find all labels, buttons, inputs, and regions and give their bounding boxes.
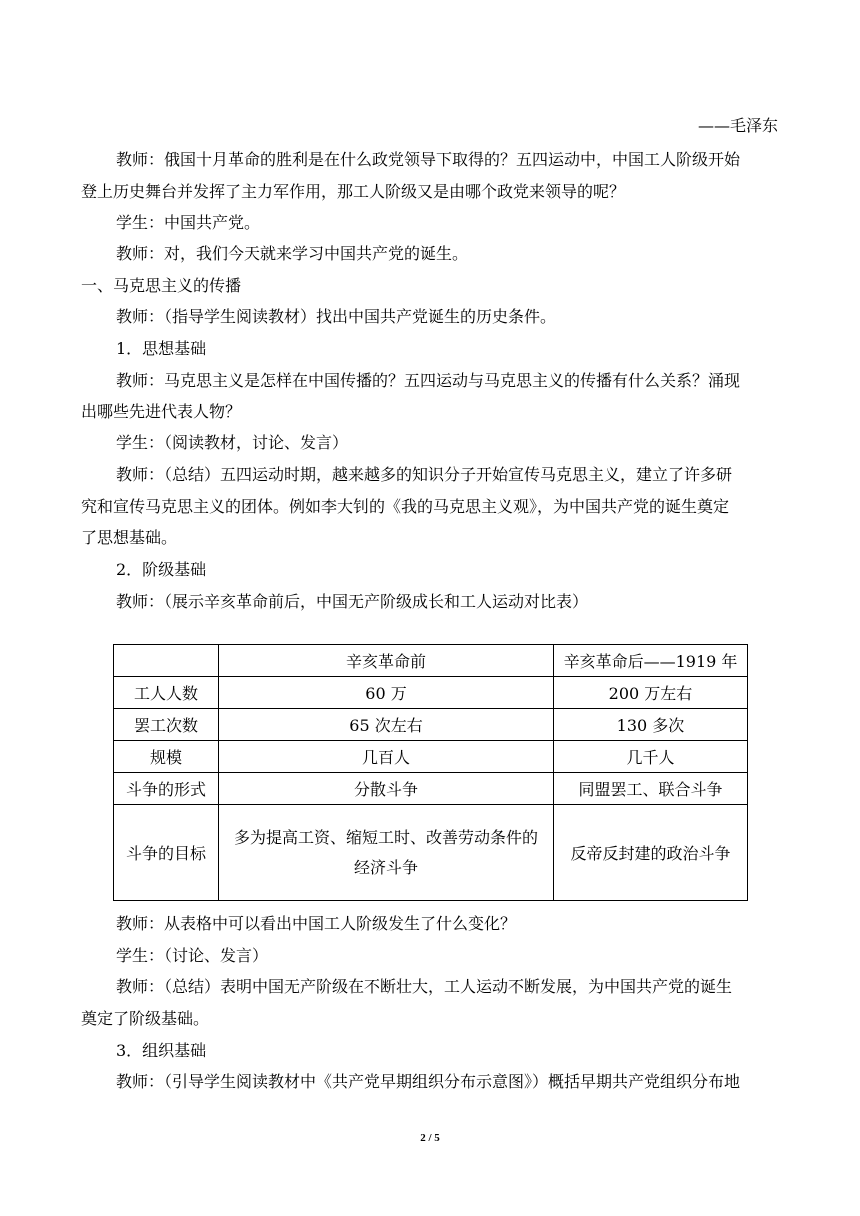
table-cell: 60 万 <box>219 677 554 709</box>
quote-attribution: ——毛泽东 <box>697 116 778 135</box>
table-cell: 罢工次数 <box>114 709 219 741</box>
table-cell: 几千人 <box>554 741 748 773</box>
subsection-heading: 1．思想基础 <box>116 339 207 358</box>
table-header-cell: 辛亥革命前 <box>219 645 554 677</box>
paragraph: 学生：（阅读教材，讨论、发言） <box>116 433 349 452</box>
table-cell: 200 万左右 <box>554 677 748 709</box>
section-heading: 一、马克思主义的传播 <box>81 276 242 295</box>
table-cell: 130 多次 <box>554 709 748 741</box>
table-row <box>114 773 748 805</box>
table-cell: 斗争的形式 <box>114 773 219 805</box>
paragraph: 教师：对，我们今天就来学习中国共产党的诞生。 <box>116 244 469 263</box>
table-cell: 分散斗争 <box>219 773 554 805</box>
page-number: 2 / 5 <box>420 1132 440 1144</box>
paragraph-line: 教师：马克思主义是怎样在中国传播的？五四运动与马克思主义的传播有什么关系？涌现 <box>116 371 741 390</box>
table-row <box>114 709 748 741</box>
paragraph: 学生：中国共产党。 <box>116 213 261 232</box>
table-row <box>114 741 748 773</box>
paragraph-line: 登上历史舞台并发挥了主力军作用，那工人阶级又是由哪个政党来领导的呢？ <box>81 182 626 201</box>
paragraph-line: 了思想基础。 <box>81 528 178 547</box>
paragraph-line: 教师：俄国十月革命的胜利是在什么政党领导下取得的？五四运动中，中国工人阶级开始 <box>116 150 741 169</box>
paragraph: 教师：（指导学生阅读教材）找出中国共产党诞生的历史条件。 <box>116 307 557 326</box>
table-cell-line: 经济斗争 <box>353 857 418 877</box>
table-cell: 斗争的目标 <box>114 805 219 901</box>
paragraph: 学生：（讨论、发言） <box>116 946 269 965</box>
paragraph: 教师：（引导学生阅读教材中《共产党早期组织分布示意图》）概括早期共产党组织分布地 <box>116 1072 741 1091</box>
table-cell: 几百人 <box>219 741 554 773</box>
table-cell: 同盟罢工、联合斗争 <box>554 773 748 805</box>
subsection-heading: 2．阶级基础 <box>116 560 207 579</box>
table-cell: 65 次左右 <box>219 709 554 741</box>
paragraph-line: 出哪些先进代表人物？ <box>81 402 242 421</box>
table-row <box>114 677 748 709</box>
comparison-table <box>113 644 748 901</box>
table-header-row <box>114 645 748 677</box>
table-cell-line: 多为提高工资、缩短工时、改善劳动条件的 <box>233 827 538 847</box>
table-header-cell: 辛亥革命后——1919 年 <box>554 645 748 677</box>
table-cell: 工人人数 <box>114 677 219 709</box>
table-cell: 反帝反封建的政治斗争 <box>554 805 748 901</box>
paragraph: 教师：（展示辛亥革命前后，中国无产阶级成长和工人运动对比表） <box>116 592 589 611</box>
paragraph-line: 究和宣传马克思主义的团体。例如李大钊的《我的马克思主义观》，为中国共产党的诞生奠定 <box>81 497 730 516</box>
paragraph-line: 教师：（总结）表明中国无产阶级在不断壮大，工人运动不断发展，为中国共产党的诞生 <box>116 977 733 996</box>
paragraph-line: 教师：（总结）五四运动时期，越来越多的知识分子开始宣传马克思主义，建立了许多研 <box>116 465 733 484</box>
paragraph: 教师：从表格中可以看出中国工人阶级发生了什么变化？ <box>116 914 517 933</box>
table-row <box>114 805 748 901</box>
table-cell <box>114 645 219 677</box>
table-cell-multiline <box>219 805 554 901</box>
table-cell: 规模 <box>114 741 219 773</box>
subsection-heading: 3．组织基础 <box>116 1041 207 1060</box>
paragraph-line: 奠定了阶级基础。 <box>81 1009 210 1028</box>
